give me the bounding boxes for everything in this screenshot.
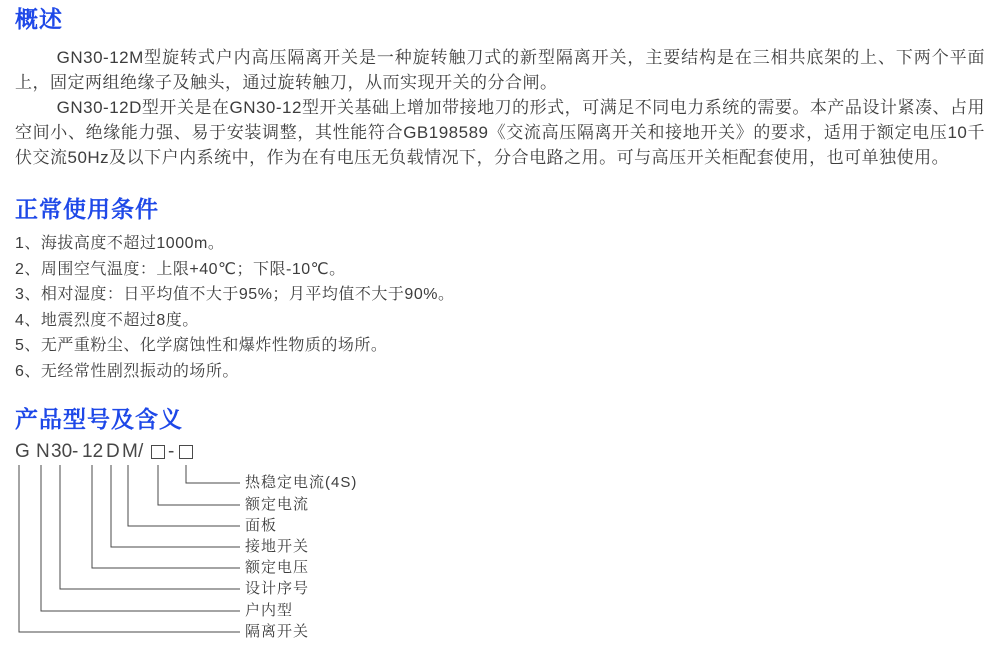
condition-item-4: 4、地震烈度不超过8度。 xyxy=(15,311,199,329)
model-meaning-label-7: 户内型 xyxy=(245,602,294,619)
overview-paragraph-1: GN30-12M型旋转式户内高压隔离开关是一种旋转触刀式的新型隔离开关，主要结构是在三相共底架的上、下两个平面上，固定两组绝缘子及触头，通过旋转触刀，从而实现开关的分合闸。 xyxy=(15,48,985,92)
connector-line xyxy=(186,465,240,483)
connector-line xyxy=(60,465,240,589)
overview-heading: 概述 xyxy=(15,6,63,32)
model-meaning-label-3: 面板 xyxy=(245,517,278,534)
connector-line xyxy=(92,465,240,568)
condition-item-6: 6、无经常性剧烈振动的场所。 xyxy=(15,362,239,380)
connector-line xyxy=(158,465,240,505)
model-code-token: D xyxy=(106,441,120,462)
model-meaning-label-5: 额定电压 xyxy=(245,559,310,576)
model-meaning-label-4: 接地开关 xyxy=(245,538,310,555)
condition-item-5: 5、无严重粉尘、化学腐蚀性和爆炸性物质的场所。 xyxy=(15,337,388,354)
connector-line xyxy=(19,465,240,632)
model-meaning-label-6: 设计序号 xyxy=(245,580,310,597)
connector-line xyxy=(128,465,240,526)
model-code-token: G xyxy=(15,441,30,462)
model-code-token: N xyxy=(36,441,50,462)
model-meaning-label-1: 热稳定电流(4S) xyxy=(245,474,358,491)
model-code-token: - xyxy=(72,441,79,462)
model-code-token: - xyxy=(168,441,175,462)
model-meaning-heading: 产品型号及含义 xyxy=(15,406,183,432)
model-code-token: 12 xyxy=(82,441,104,462)
condition-item-3: 3、相对湿度：日平均值不大于95%；月平均值不大于90%。 xyxy=(15,286,455,303)
usage-conditions-heading: 正常使用条件 xyxy=(15,196,159,222)
model-code-token: / xyxy=(138,441,144,462)
overview-paragraph-2: GN30-12D型开关是在GN30-12型开关基础上增加带接地刀的形式，可满足不同电力系统的需要。本产品设计紧凑、占用空间小、绝缘能力强、易于安装调整，其性能符合GB198589《交流高压隔离开关和接地开关》的要求，适用于额定电压10千伏交流50Hz及以下户内系统中，作为在有电压无负载情况下，分合电路之用。可与高压开关柜配套使用，也可单独使用。 xyxy=(15,98,985,167)
model-code-token: 30 xyxy=(51,441,73,462)
usage-conditions-list xyxy=(15,231,985,384)
overview-paragraphs xyxy=(15,45,985,170)
condition-item-2: 2、周围空气温度：上限+40℃；下限-10℃。 xyxy=(15,260,346,278)
model-connector-lines xyxy=(0,440,1000,651)
connector-line xyxy=(111,465,240,547)
model-code-token: M xyxy=(122,441,138,462)
condition-item-1: 1、海拔高度不超过1000m。 xyxy=(15,235,225,252)
model-designation-diagram xyxy=(0,440,1000,651)
model-meaning-label-8: 隔离开关 xyxy=(245,623,310,640)
model-meaning-label-2: 额定电流 xyxy=(245,496,310,513)
